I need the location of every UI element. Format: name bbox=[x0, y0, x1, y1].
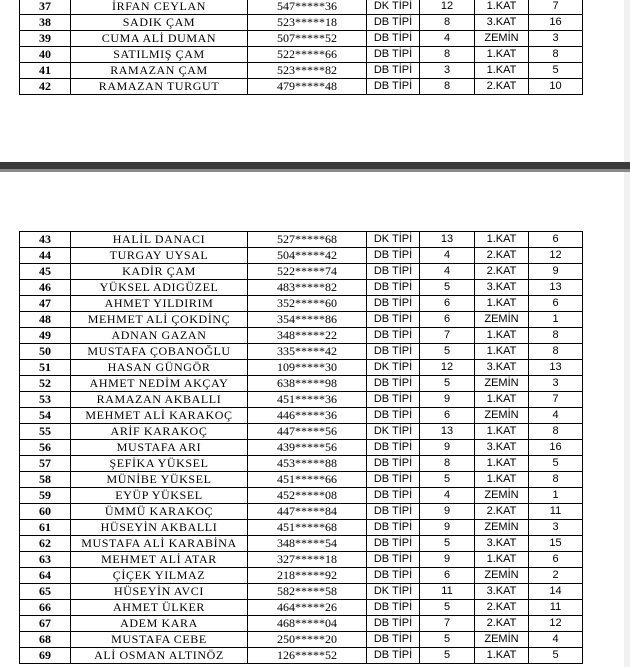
floor-cell: 1.KAT bbox=[475, 344, 529, 360]
row-number-cell: 61 bbox=[20, 520, 71, 536]
block-cell: 12 bbox=[420, 0, 475, 15]
block-cell: 5 bbox=[420, 376, 475, 392]
unit-type-cell: DK TİPİ bbox=[367, 584, 420, 600]
table-row bbox=[20, 568, 583, 584]
table-row bbox=[20, 312, 583, 328]
table-row bbox=[20, 648, 583, 664]
floor-cell: 1.KAT bbox=[475, 63, 529, 79]
unit-type-cell: DB TİPİ bbox=[367, 648, 420, 664]
table-row bbox=[20, 472, 583, 488]
table-row bbox=[20, 584, 583, 600]
unit-type-cell: DB TİPİ bbox=[367, 408, 420, 424]
table-row bbox=[20, 536, 583, 552]
page-edge bbox=[624, 0, 630, 162]
unit-type-cell: DB TİPİ bbox=[367, 616, 420, 632]
phone-cell: 483*****82 bbox=[248, 280, 367, 296]
floor-cell: 3.KAT bbox=[475, 280, 529, 296]
row-number-cell: 41 bbox=[20, 63, 71, 79]
name-cell: HASAN GÜNGÖR bbox=[71, 360, 248, 376]
table-row bbox=[20, 488, 583, 504]
flat-cell: 7 bbox=[529, 392, 583, 408]
row-number-cell: 49 bbox=[20, 328, 71, 344]
unit-type-cell: DB TİPİ bbox=[367, 440, 420, 456]
row-number-cell: 39 bbox=[20, 31, 71, 47]
table-row bbox=[20, 264, 583, 280]
row-number-cell: 44 bbox=[20, 248, 71, 264]
table-row bbox=[20, 280, 583, 296]
unit-type-cell: DK TİPİ bbox=[367, 0, 420, 15]
table-row bbox=[20, 328, 583, 344]
row-number-cell: 53 bbox=[20, 392, 71, 408]
table-row bbox=[20, 424, 583, 440]
unit-type-cell: DB TİPİ bbox=[367, 248, 420, 264]
unit-type-cell: DB TİPİ bbox=[367, 520, 420, 536]
phone-cell: 447*****84 bbox=[248, 504, 367, 520]
table-row bbox=[20, 440, 583, 456]
table-row bbox=[20, 47, 583, 63]
floor-cell: 2.KAT bbox=[475, 264, 529, 280]
phone-cell: 354*****86 bbox=[248, 312, 367, 328]
name-cell: YÜKSEL ADIGÜZEL bbox=[71, 280, 248, 296]
unit-type-cell: DB TİPİ bbox=[367, 47, 420, 63]
flat-cell: 16 bbox=[529, 440, 583, 456]
floor-cell: ZEMİN bbox=[475, 376, 529, 392]
name-cell: MUSTAFA CEBE bbox=[71, 632, 248, 648]
unit-type-cell: DB TİPİ bbox=[367, 63, 420, 79]
name-cell: MÜNİBE YÜKSEL bbox=[71, 472, 248, 488]
block-cell: 9 bbox=[420, 392, 475, 408]
unit-type-cell: DB TİPİ bbox=[367, 392, 420, 408]
table-row bbox=[20, 15, 583, 31]
unit-type-cell: DB TİPİ bbox=[367, 31, 420, 47]
phone-cell: 547*****36 bbox=[248, 0, 367, 15]
flat-cell: 8 bbox=[529, 328, 583, 344]
table-row bbox=[20, 456, 583, 472]
flat-cell: 7 bbox=[529, 0, 583, 15]
floor-cell: 2.KAT bbox=[475, 616, 529, 632]
row-number-cell: 65 bbox=[20, 584, 71, 600]
row-number-cell: 45 bbox=[20, 264, 71, 280]
floor-cell: 2.KAT bbox=[475, 600, 529, 616]
flat-cell: 11 bbox=[529, 600, 583, 616]
unit-type-cell: DB TİPİ bbox=[367, 456, 420, 472]
phone-cell: 582*****58 bbox=[248, 584, 367, 600]
name-cell: KADİR ÇAM bbox=[71, 264, 248, 280]
floor-cell: ZEMİN bbox=[475, 488, 529, 504]
phone-cell: 522*****74 bbox=[248, 264, 367, 280]
row-number-cell: 68 bbox=[20, 632, 71, 648]
phone-cell: 348*****22 bbox=[248, 328, 367, 344]
unit-type-cell: DB TİPİ bbox=[367, 600, 420, 616]
table-row bbox=[20, 296, 583, 312]
name-cell: EYÜP YÜKSEL bbox=[71, 488, 248, 504]
block-cell: 13 bbox=[420, 232, 475, 248]
floor-cell: 1.KAT bbox=[475, 232, 529, 248]
phone-cell: 447*****56 bbox=[248, 424, 367, 440]
name-cell: MEHMET ALİ ATAR bbox=[71, 552, 248, 568]
document-page-1 bbox=[0, 0, 630, 162]
row-number-cell: 40 bbox=[20, 47, 71, 63]
flat-cell: 10 bbox=[529, 79, 583, 95]
row-number-cell: 66 bbox=[20, 600, 71, 616]
block-cell: 3 bbox=[420, 63, 475, 79]
unit-type-cell: DK TİPİ bbox=[367, 360, 420, 376]
floor-cell: 1.KAT bbox=[475, 552, 529, 568]
unit-type-cell: DB TİPİ bbox=[367, 488, 420, 504]
row-number-cell: 64 bbox=[20, 568, 71, 584]
table-row bbox=[20, 344, 583, 360]
block-cell: 6 bbox=[420, 296, 475, 312]
flat-cell: 13 bbox=[529, 280, 583, 296]
name-cell: ARİF KARAKOÇ bbox=[71, 424, 248, 440]
floor-cell: 1.KAT bbox=[475, 456, 529, 472]
phone-cell: 504*****42 bbox=[248, 248, 367, 264]
block-cell: 7 bbox=[420, 616, 475, 632]
row-number-cell: 42 bbox=[20, 79, 71, 95]
phone-cell: 446*****36 bbox=[248, 408, 367, 424]
flat-cell: 6 bbox=[529, 552, 583, 568]
block-cell: 12 bbox=[420, 360, 475, 376]
flat-cell: 4 bbox=[529, 408, 583, 424]
floor-cell: 1.KAT bbox=[475, 392, 529, 408]
unit-type-cell: DB TİPİ bbox=[367, 552, 420, 568]
phone-cell: 451*****68 bbox=[248, 520, 367, 536]
floor-cell: ZEMİN bbox=[475, 312, 529, 328]
unit-type-cell: DB TİPİ bbox=[367, 344, 420, 360]
phone-cell: 479*****48 bbox=[248, 79, 367, 95]
floor-cell: 2.KAT bbox=[475, 79, 529, 95]
block-cell: 13 bbox=[420, 424, 475, 440]
floor-cell: 1.KAT bbox=[475, 648, 529, 664]
floor-cell: ZEMİN bbox=[475, 520, 529, 536]
block-cell: 7 bbox=[420, 328, 475, 344]
unit-type-cell: DB TİPİ bbox=[367, 536, 420, 552]
flat-cell: 2 bbox=[529, 568, 583, 584]
table-row bbox=[20, 408, 583, 424]
block-cell: 6 bbox=[420, 568, 475, 584]
phone-cell: 522*****66 bbox=[248, 47, 367, 63]
floor-cell: ZEMİN bbox=[475, 632, 529, 648]
unit-type-cell: DB TİPİ bbox=[367, 312, 420, 328]
row-number-cell: 67 bbox=[20, 616, 71, 632]
unit-type-cell: DB TİPİ bbox=[367, 280, 420, 296]
name-cell: ÇİÇEK YILMAZ bbox=[71, 568, 248, 584]
table-row bbox=[20, 376, 583, 392]
row-number-cell: 57 bbox=[20, 456, 71, 472]
name-cell: HÜSEYİN AVCI bbox=[71, 584, 248, 600]
table-row bbox=[20, 248, 583, 264]
phone-cell: 468*****04 bbox=[248, 616, 367, 632]
block-cell: 8 bbox=[420, 15, 475, 31]
block-cell: 4 bbox=[420, 31, 475, 47]
phone-cell: 453*****88 bbox=[248, 456, 367, 472]
name-cell: TURGAY UYSAL bbox=[71, 248, 248, 264]
phone-cell: 451*****66 bbox=[248, 472, 367, 488]
table-row bbox=[20, 504, 583, 520]
phone-cell: 439*****56 bbox=[248, 440, 367, 456]
phone-cell: 327*****18 bbox=[248, 552, 367, 568]
row-number-cell: 59 bbox=[20, 488, 71, 504]
page-edge bbox=[624, 172, 630, 667]
block-cell: 4 bbox=[420, 488, 475, 504]
phone-cell: 527*****68 bbox=[248, 232, 367, 248]
flat-cell: 6 bbox=[529, 232, 583, 248]
row-number-cell: 56 bbox=[20, 440, 71, 456]
flat-cell: 11 bbox=[529, 504, 583, 520]
floor-cell: 1.KAT bbox=[475, 472, 529, 488]
table-body bbox=[20, 0, 583, 95]
table-body bbox=[20, 232, 583, 664]
table-row bbox=[20, 632, 583, 648]
flat-cell: 1 bbox=[529, 488, 583, 504]
block-cell: 9 bbox=[420, 552, 475, 568]
flat-cell: 6 bbox=[529, 296, 583, 312]
unit-type-cell: DB TİPİ bbox=[367, 632, 420, 648]
phone-cell: 638*****98 bbox=[248, 376, 367, 392]
table-row bbox=[20, 79, 583, 95]
table-row bbox=[20, 520, 583, 536]
row-number-cell: 58 bbox=[20, 472, 71, 488]
name-cell: MUSTAFA ALİ KARABİNA bbox=[71, 536, 248, 552]
block-cell: 5 bbox=[420, 344, 475, 360]
block-cell: 9 bbox=[420, 504, 475, 520]
name-cell: SATILMIŞ ÇAM bbox=[71, 47, 248, 63]
flat-cell: 5 bbox=[529, 648, 583, 664]
floor-cell: 3.KAT bbox=[475, 440, 529, 456]
flat-cell: 8 bbox=[529, 424, 583, 440]
unit-type-cell: DB TİPİ bbox=[367, 296, 420, 312]
phone-cell: 250*****20 bbox=[248, 632, 367, 648]
phone-cell: 452*****08 bbox=[248, 488, 367, 504]
table-row bbox=[20, 63, 583, 79]
unit-type-cell: DB TİPİ bbox=[367, 15, 420, 31]
phone-cell: 523*****18 bbox=[248, 15, 367, 31]
name-cell: İRFAN CEYLAN bbox=[71, 0, 248, 15]
beneficiary-table-page-1 bbox=[19, 0, 583, 95]
block-cell: 9 bbox=[420, 520, 475, 536]
floor-cell: 3.KAT bbox=[475, 15, 529, 31]
name-cell: ÜMMÜ KARAKOÇ bbox=[71, 504, 248, 520]
floor-cell: 1.KAT bbox=[475, 47, 529, 63]
name-cell: MEHMET ALİ ÇOKDİNÇ bbox=[71, 312, 248, 328]
block-cell: 5 bbox=[420, 632, 475, 648]
name-cell: ALİ OSMAN ALTINÖZ bbox=[71, 648, 248, 664]
block-cell: 4 bbox=[420, 248, 475, 264]
document-page-2 bbox=[0, 172, 630, 667]
unit-type-cell: DK TİPİ bbox=[367, 424, 420, 440]
floor-cell: 1.KAT bbox=[475, 328, 529, 344]
table-row bbox=[20, 600, 583, 616]
table-row bbox=[20, 0, 583, 15]
block-cell: 4 bbox=[420, 264, 475, 280]
page-separator bbox=[0, 162, 630, 172]
flat-cell: 5 bbox=[529, 456, 583, 472]
phone-cell: 464*****26 bbox=[248, 600, 367, 616]
row-number-cell: 50 bbox=[20, 344, 71, 360]
table-row bbox=[20, 360, 583, 376]
flat-cell: 8 bbox=[529, 47, 583, 63]
table-row bbox=[20, 552, 583, 568]
row-number-cell: 48 bbox=[20, 312, 71, 328]
phone-cell: 348*****54 bbox=[248, 536, 367, 552]
flat-cell: 14 bbox=[529, 584, 583, 600]
unit-type-cell: DB TİPİ bbox=[367, 504, 420, 520]
row-number-cell: 69 bbox=[20, 648, 71, 664]
flat-cell: 4 bbox=[529, 632, 583, 648]
phone-cell: 352*****60 bbox=[248, 296, 367, 312]
name-cell: SADIK ÇAM bbox=[71, 15, 248, 31]
phone-cell: 451*****36 bbox=[248, 392, 367, 408]
flat-cell: 12 bbox=[529, 248, 583, 264]
flat-cell: 15 bbox=[529, 536, 583, 552]
unit-type-cell: DB TİPİ bbox=[367, 376, 420, 392]
block-cell: 5 bbox=[420, 536, 475, 552]
name-cell: MUSTAFA ARI bbox=[71, 440, 248, 456]
floor-cell: 3.KAT bbox=[475, 360, 529, 376]
name-cell: MUSTAFA ÇOBANOĞLU bbox=[71, 344, 248, 360]
flat-cell: 3 bbox=[529, 31, 583, 47]
phone-cell: 335*****42 bbox=[248, 344, 367, 360]
unit-type-cell: DB TİPİ bbox=[367, 328, 420, 344]
flat-cell: 13 bbox=[529, 360, 583, 376]
row-number-cell: 52 bbox=[20, 376, 71, 392]
flat-cell: 9 bbox=[529, 264, 583, 280]
name-cell: ADEM KARA bbox=[71, 616, 248, 632]
floor-cell: 1.KAT bbox=[475, 296, 529, 312]
table-row bbox=[20, 232, 583, 248]
name-cell: HÜSEYİN AKBALLI bbox=[71, 520, 248, 536]
name-cell: AHMET NEDİM AKÇAY bbox=[71, 376, 248, 392]
row-number-cell: 38 bbox=[20, 15, 71, 31]
block-cell: 6 bbox=[420, 312, 475, 328]
flat-cell: 5 bbox=[529, 63, 583, 79]
name-cell: MEHMET ALİ KARAKOÇ bbox=[71, 408, 248, 424]
row-number-cell: 63 bbox=[20, 552, 71, 568]
name-cell: CUMA ALİ DUMAN bbox=[71, 31, 248, 47]
unit-type-cell: DB TİPİ bbox=[367, 472, 420, 488]
floor-cell: ZEMİN bbox=[475, 31, 529, 47]
flat-cell: 8 bbox=[529, 472, 583, 488]
phone-cell: 523*****82 bbox=[248, 63, 367, 79]
table-row bbox=[20, 392, 583, 408]
block-cell: 5 bbox=[420, 648, 475, 664]
phone-cell: 109*****30 bbox=[248, 360, 367, 376]
name-cell: RAMAZAN ÇAM bbox=[71, 63, 248, 79]
name-cell: AHMET ÜLKER bbox=[71, 600, 248, 616]
phone-cell: 218*****92 bbox=[248, 568, 367, 584]
row-number-cell: 43 bbox=[20, 232, 71, 248]
block-cell: 8 bbox=[420, 79, 475, 95]
floor-cell: 3.KAT bbox=[475, 536, 529, 552]
floor-cell: 2.KAT bbox=[475, 504, 529, 520]
unit-type-cell: DB TİPİ bbox=[367, 568, 420, 584]
flat-cell: 1 bbox=[529, 312, 583, 328]
block-cell: 5 bbox=[420, 472, 475, 488]
name-cell: ŞEFİKA YÜKSEL bbox=[71, 456, 248, 472]
floor-cell: 1.KAT bbox=[475, 0, 529, 15]
name-cell: ADNAN GAZAN bbox=[71, 328, 248, 344]
flat-cell: 3 bbox=[529, 376, 583, 392]
unit-type-cell: DB TİPİ bbox=[367, 264, 420, 280]
phone-cell: 507*****52 bbox=[248, 31, 367, 47]
beneficiary-table-page-2 bbox=[19, 231, 583, 664]
name-cell: RAMAZAN AKBALLI bbox=[71, 392, 248, 408]
row-number-cell: 47 bbox=[20, 296, 71, 312]
row-number-cell: 51 bbox=[20, 360, 71, 376]
floor-cell: 1.KAT bbox=[475, 424, 529, 440]
table-row bbox=[20, 616, 583, 632]
flat-cell: 12 bbox=[529, 616, 583, 632]
flat-cell: 16 bbox=[529, 15, 583, 31]
name-cell: HALİL DANACI bbox=[71, 232, 248, 248]
row-number-cell: 37 bbox=[20, 0, 71, 15]
block-cell: 5 bbox=[420, 280, 475, 296]
floor-cell: ZEMİN bbox=[475, 408, 529, 424]
row-number-cell: 46 bbox=[20, 280, 71, 296]
name-cell: AHMET YILDIRIM bbox=[71, 296, 248, 312]
row-number-cell: 62 bbox=[20, 536, 71, 552]
floor-cell: 3.KAT bbox=[475, 584, 529, 600]
floor-cell: ZEMİN bbox=[475, 568, 529, 584]
flat-cell: 8 bbox=[529, 344, 583, 360]
flat-cell: 3 bbox=[529, 520, 583, 536]
unit-type-cell: DK TİPİ bbox=[367, 232, 420, 248]
block-cell: 11 bbox=[420, 584, 475, 600]
block-cell: 9 bbox=[420, 440, 475, 456]
floor-cell: 2.KAT bbox=[475, 248, 529, 264]
block-cell: 6 bbox=[420, 408, 475, 424]
row-number-cell: 54 bbox=[20, 408, 71, 424]
block-cell: 8 bbox=[420, 47, 475, 63]
name-cell: RAMAZAN TURGUT bbox=[71, 79, 248, 95]
table-row bbox=[20, 31, 583, 47]
block-cell: 8 bbox=[420, 456, 475, 472]
unit-type-cell: DB TİPİ bbox=[367, 79, 420, 95]
block-cell: 5 bbox=[420, 600, 475, 616]
row-number-cell: 55 bbox=[20, 424, 71, 440]
row-number-cell: 60 bbox=[20, 504, 71, 520]
phone-cell: 126*****52 bbox=[248, 648, 367, 664]
